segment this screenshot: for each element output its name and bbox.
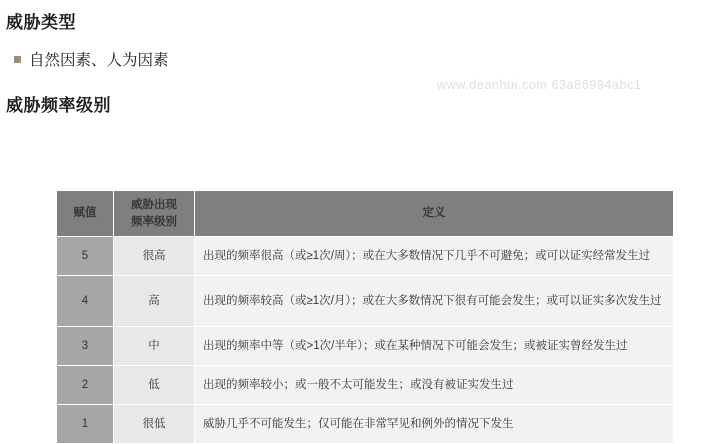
table-body xyxy=(57,237,674,444)
cell-value: 3 xyxy=(57,327,114,366)
column-header-level-line1: 威胁出现 xyxy=(131,199,177,211)
cell-level: 很低 xyxy=(114,405,195,444)
table-row xyxy=(57,237,674,276)
table-row xyxy=(57,276,674,327)
section-title: 威胁频率级别 xyxy=(6,96,111,115)
cell-level: 低 xyxy=(114,366,195,405)
column-header-level xyxy=(114,191,195,237)
square-bullet-icon xyxy=(14,56,21,63)
table-row xyxy=(57,366,674,405)
cell-value: 1 xyxy=(57,405,114,444)
cell-definition: 威胁几乎不可能发生；仅可能在非常罕见和例外的情况下发生 xyxy=(195,405,674,444)
cell-definition: 出现的频率很高（或≥1次/周）；或在大多数情况下几乎不可避免；或可以证实经常发生过 xyxy=(195,237,674,276)
table-header xyxy=(57,191,674,237)
table-header-row xyxy=(57,191,674,237)
column-header-definition: 定义 xyxy=(195,191,674,237)
cell-value: 5 xyxy=(57,237,114,276)
watermark-text: www.deanhui.com 63a86994abc1 xyxy=(437,78,642,92)
bullet-list-item xyxy=(14,48,169,70)
page-title: 威胁类型 xyxy=(6,13,76,32)
cell-value: 4 xyxy=(57,276,114,327)
table-row xyxy=(57,327,674,366)
cell-definition: 出现的频率中等（或>1次/半年）；或在某种情况下可能会发生；或被证实曾经发生过 xyxy=(195,327,674,366)
cell-level: 中 xyxy=(114,327,195,366)
threat-frequency-table xyxy=(56,190,674,444)
column-header-level-line2: 频率级别 xyxy=(131,215,177,228)
cell-definition: 出现的频率较小；或一般不太可能发生；或没有被证实发生过 xyxy=(195,366,674,405)
cell-level: 很高 xyxy=(114,237,195,276)
table-row xyxy=(57,405,674,444)
bullet-item-label: 自然因素、人为因素 xyxy=(29,52,169,69)
column-header-value: 赋值 xyxy=(57,191,114,237)
cell-definition: 出现的频率较高（或≥1次/月）；或在大多数情况下很有可能会发生；或可以证实多次发生过 xyxy=(195,276,674,327)
cell-level: 高 xyxy=(114,276,195,327)
cell-value: 2 xyxy=(57,366,114,405)
